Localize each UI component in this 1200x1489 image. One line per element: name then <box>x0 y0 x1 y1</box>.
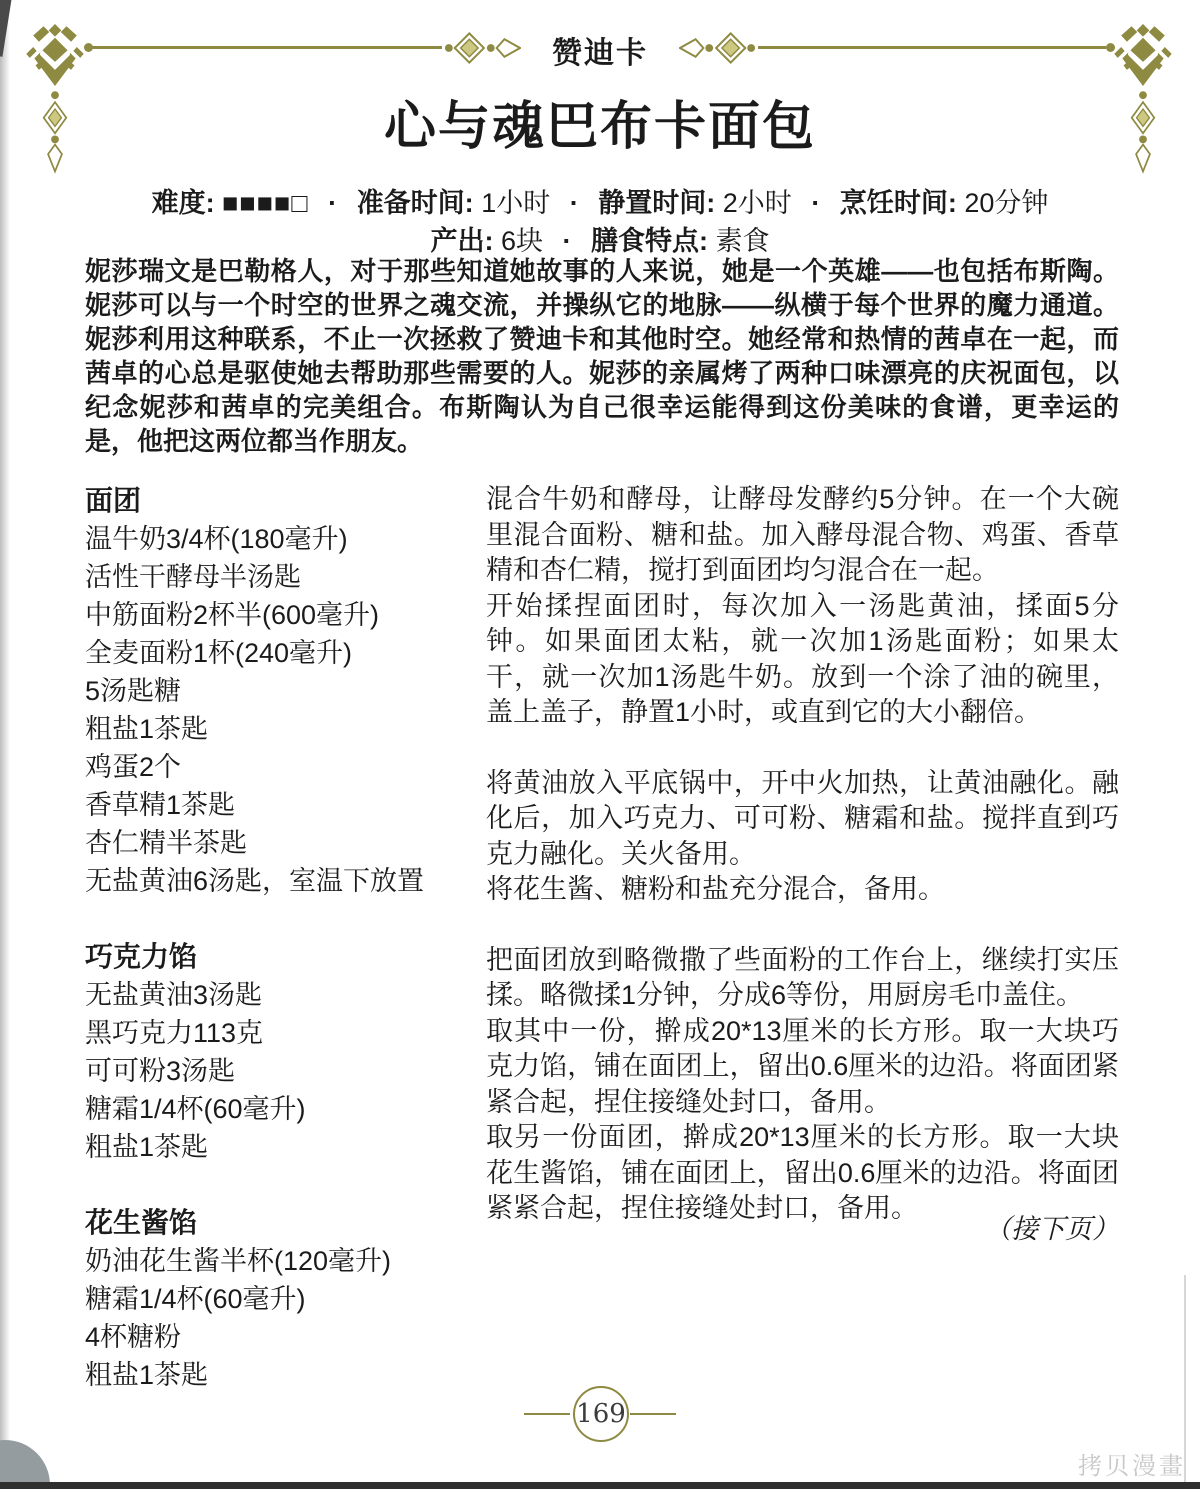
ingredient-item: 鸡蛋2个 <box>85 752 182 782</box>
meta-separator: · <box>811 188 821 218</box>
rest-time-label: 静置时间: <box>598 188 716 218</box>
yield-value: 6块 <box>500 226 543 256</box>
rest-time-value: 2小时 <box>722 188 792 218</box>
step-paragraph: 混合牛奶和酵母，让酵母发酵约5分钟。在一个大碗里混合面粉、糖和盐。加入酵母混合物、鸡蛋、香草精和杏仁精，搅打到面团均匀混合在一起。 <box>486 484 1119 585</box>
scan-bottom-edge <box>0 1482 1200 1489</box>
page-number-badge <box>573 1386 629 1442</box>
ingredient-item: 奶油花生酱半杯(120毫升) <box>85 1246 392 1276</box>
intro-paragraph: 妮莎瑞文是巴勒格人，对于那些知道她故事的人来说，她是一个英雄——也包括布斯陶。妮莎可以与一个时空的世界之魂交流，并操纵它的地脉——纵横于每个世界的魔力通道。妮莎利用这种联系，不止一次拯救了赞迪卡和其他时空。她经常和热情的茜卓在一起，而茜卓的心总是驱使她去帮助那些需要的人。妮莎的亲属烤了两种口味漂亮的庆祝面包，以纪念妮莎和茜卓的完美组合。布斯陶认为自己很幸运能得到这份美味的食谱，更幸运的是，他把这两位都当作朋友。 <box>85 256 1119 456</box>
ingredient-heading: 面团 <box>85 485 142 516</box>
diet-value: 素食 <box>715 226 770 256</box>
ingredient-item: 粗盐1茶匙 <box>85 1132 209 1162</box>
ingredient-item: 黑巧克力113克 <box>85 1018 264 1048</box>
ingredient-item: 温牛奶3/4杯(180毫升) <box>85 524 348 554</box>
step-group-dough <box>486 482 1119 731</box>
ingredient-item: 活性干酵母半汤匙 <box>85 562 301 592</box>
ingredient-heading: 花生酱馅 <box>85 1207 198 1238</box>
cook-time-value: 20分钟 <box>964 188 1049 218</box>
recipe-meta-line-1 <box>0 181 1200 220</box>
page-number-line-right <box>630 1413 676 1415</box>
ingredient-item: 中筋面粉2杯半(600毫升) <box>85 600 380 630</box>
ingredient-item: 糖霜1/4杯(60毫升) <box>85 1284 306 1314</box>
step-paragraph: 取另一份面团，擀成20*13厘米的长方形。取一大块花生酱馅，铺在面团上，留出0.6厘米的边沿。将面团紧紧合起，捏住接缝处封口，备用。 <box>486 1122 1119 1223</box>
page-number-area <box>0 1386 1200 1446</box>
diet-label: 膳食特点: <box>591 226 709 256</box>
meta-separator: · <box>569 188 579 218</box>
page-number: 169 <box>576 1399 626 1429</box>
difficulty-squares: ■■■■□ <box>222 188 309 218</box>
step-paragraph: 把面团放到略微撒了些面粉的工作台上，继续打实压揉。略微揉1分钟，分成6等份，用厨房毛巾盖住。 <box>486 944 1119 1010</box>
ingredient-heading: 巧克力馅 <box>85 941 198 972</box>
difficulty-label: 难度: <box>151 188 215 218</box>
meta-separator: · <box>328 188 338 218</box>
yield-label: 产出: <box>430 226 494 256</box>
section-label: 赞迪卡 <box>552 37 648 70</box>
prep-time-value: 1小时 <box>481 188 551 218</box>
ingredient-item: 粗盐1茶匙 <box>85 714 209 744</box>
cook-time-label: 烹饪时间: <box>839 188 957 218</box>
ingredient-item: 无盐黄油6汤匙，室温下放置 <box>85 866 425 896</box>
step-paragraph: 开始揉捏面团时，每次加入一汤匙黄油，揉面5分钟。如果面团太粘，就一次加1汤匙面粉；如果太干，就一次加1汤匙牛奶。放到一个涂了油的碗里，盖上盖子，静置1小时，或直到它的大小翻倍。 <box>486 590 1119 727</box>
ingredient-item: 粗盐1茶匙 <box>85 1360 209 1390</box>
ingredient-section-dough <box>85 482 481 900</box>
ingredient-item: 全麦面粉1杯(240毫升) <box>85 638 353 668</box>
ingredient-section-chocolate-filling <box>85 938 481 1166</box>
ingredient-item: 可可粉3汤匙 <box>85 1056 236 1086</box>
instructions-column <box>486 482 1119 1262</box>
continued-next-page-note: （接下页） <box>984 1214 1119 1244</box>
prep-time-label: 准备时间: <box>356 188 474 218</box>
step-paragraph: 取其中一份，擀成20*13厘米的长方形。取一大块巧克力馅，铺在面团上，留出0.6厘米的边沿。将面团紧紧合起，捏住接缝处封口，备用。 <box>486 1015 1119 1117</box>
step-group-fillings <box>486 766 1119 908</box>
step-paragraph: 将黄油放入平底锅中，开中火加热，让黄油融化。融化后，加入巧克力、可可粉、糖霜和盐。搅拌直到巧克力融化。关火备用。 <box>486 767 1119 869</box>
step-paragraph: 将花生酱、糖粉和盐充分混合，备用。 <box>486 874 945 904</box>
ingredient-section-peanut-butter-filling <box>85 1204 481 1394</box>
ingredient-item: 无盐黄油3汤匙 <box>85 980 263 1010</box>
ingredient-item: 香草精1茶匙 <box>85 790 236 820</box>
step-group-assembly <box>486 943 1119 1227</box>
ingredient-item: 5汤匙糖 <box>85 676 182 706</box>
page-number-line-left <box>524 1413 570 1415</box>
ingredient-item: 4杯糖粉 <box>85 1322 182 1352</box>
meta-separator: · <box>562 226 572 256</box>
ingredient-item: 糖霜1/4杯(60毫升) <box>85 1094 306 1124</box>
watermark-text: 拷贝漫畫 <box>1078 1453 1186 1480</box>
ingredient-item: 杏仁精半茶匙 <box>85 828 247 858</box>
ingredients-column <box>85 482 481 1432</box>
page-title: 心与魂巴布卡面包 <box>383 98 816 156</box>
recipe-meta-line-2 <box>0 219 1200 258</box>
